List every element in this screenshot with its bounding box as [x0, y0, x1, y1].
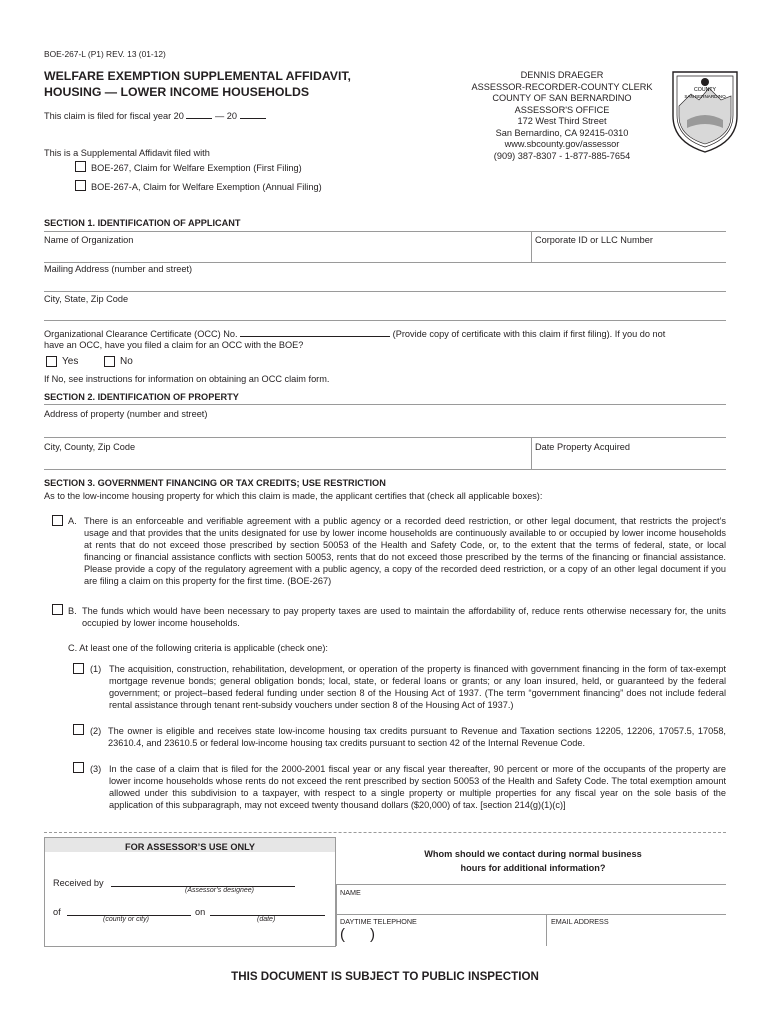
criteria-b-text: The funds which would have been necessary to pay property taxes are used to maintain the affordability of, reduce rents otherwise necessary for, the units occupied by lower income households.	[82, 606, 726, 629]
received-by-label: Received by	[53, 878, 104, 888]
criteria-a-checkbox[interactable]	[52, 515, 63, 526]
county-city-caption: (county or city)	[103, 916, 149, 923]
criteria-b-label: B.	[68, 606, 77, 616]
contact-question: Whom should we contact during normal business hours for additional information?	[424, 849, 642, 873]
email-address-label: EMAIL ADDRESS	[551, 917, 609, 926]
section2-heading: SECTION 2. IDENTIFICATION OF PROPERTY	[44, 392, 239, 402]
criteria-b-checkbox[interactable]	[52, 604, 63, 615]
seal-text-bottom: SAN BERNARDINO	[684, 94, 726, 99]
city-state-zip-field[interactable]	[44, 305, 726, 320]
date-acquired-label: Date Property Acquired	[535, 442, 630, 452]
mailing-address-label: Mailing Address (number and street)	[44, 264, 193, 274]
criteria-c3-label: (3)	[90, 764, 102, 774]
corporate-id-label: Corporate ID or LLC Number	[535, 235, 653, 245]
fiscal-year-line: This claim is filed for fiscal year 20 — 20	[44, 109, 266, 122]
occ-no-label: No	[120, 356, 133, 367]
on-label: on	[195, 907, 206, 917]
form-title-line2: HOUSING — LOWER INCOME HOUSEHOLDS	[44, 85, 310, 99]
property-city-label: City, County, Zip Code	[44, 442, 136, 452]
daytime-telephone-label: DAYTIME TELEPHONE	[340, 917, 417, 926]
criteria-c2-text: The owner is eligible and receives state low-income housing tax credits pursuant to Revenue and Taxation sections 12205, 12206, 17057.5, 17058, 23610.4, and 23610.5 or federal low-income housing tax credits pursuant to section 42 of the Internal Revenue Code.	[108, 726, 726, 749]
occ-number-field[interactable]	[240, 327, 390, 337]
occ-yes-label: Yes	[62, 356, 79, 367]
criteria-c1-checkbox[interactable]	[73, 663, 84, 674]
occ-no-checkbox[interactable]	[104, 356, 115, 367]
mailing-address-field[interactable]	[44, 275, 726, 291]
boe-267a-label: BOE-267-A, Claim for Welfare Exemption (Annual Filing)	[91, 182, 322, 192]
occ-line: Organizational Clearance Certificate (OCC) No. (Provide copy of certificate with this claim if first filing). If you do not	[44, 329, 666, 339]
criteria-c3-checkbox[interactable]	[73, 762, 84, 773]
boe-267-checkbox[interactable]	[75, 161, 86, 172]
criteria-a-text: There is an enforceable and verifiable agreement with a public agency or a recorded deed restriction, or other legal document, that restricts the project’s usage and that provides that the units designated for use by lower income households are continuously available to or occupied by lower income households at rents that do not exceed those prescribed by section 50053 of the Health and Safety Code, or, to the extent that the terms of federal, state, or local financing or financial assistance conflicts with section 50053, rents that do not exceed those prescribed by the terms of the financing or financial assistance. Please provide a copy of the regulatory agreement with a public agency, a copy of the recorded deed restriction, or a copy of an other legal document if you are filing a claim on this property for the first time. (BOE-267)	[84, 516, 726, 587]
telephone-field[interactable]: ( )	[340, 926, 375, 943]
occ-yes-checkbox[interactable]	[46, 356, 57, 367]
assessor-office-block: DENNIS DRAEGER ASSESSOR-RECORDER-COUNTY CLERK COUNTY OF SAN BERNARDINO ASSESSOR'S OFFICE 172 West Third Street San Bernardino, CA 92415-0310 www.sbcounty.gov/assessor (909) 387-8307 - 1-877-885-7654	[471, 70, 653, 161]
county-seal-icon	[665, 66, 745, 154]
organization-name-label: Name of Organization	[44, 235, 134, 245]
criteria-a-label: A.	[68, 516, 77, 526]
contact-name-label: NAME	[340, 888, 361, 897]
section3-heading: SECTION 3. GOVERNMENT FINANCING OR TAX CREDITS; USE RESTRICTION	[44, 478, 386, 488]
city-state-zip-label: City, State, Zip Code	[44, 294, 129, 304]
supplemental-intro: This is a Supplemental Affidavit filed with	[44, 148, 210, 158]
assessor-use-box	[44, 837, 336, 947]
criteria-c1-text: The acquisition, construction, rehabilitation, development, or operation of the property is financed with government financing in the form of tax-exempt mortgage revenue bonds; general obligation bonds; local, state, or federal loans or grants; or any loan insured, held, or guaranteed by the federal government; or project–based federal funding under section 8 of the Housing Act of 1937. (The term “government financing” does not include federal rental assistance through tenant rent-subsidy vouchers under section 8 of the Housing Act of 1937.)	[109, 664, 726, 711]
property-address-field[interactable]	[44, 420, 726, 436]
fiscal-year-start-field[interactable]	[186, 109, 212, 119]
criteria-c1-label: (1)	[90, 664, 102, 674]
of-label: of	[53, 907, 61, 917]
section3-intro: As to the low-income housing property for which this claim is made, the applicant certifies that (check all applicable boxes):	[44, 491, 543, 501]
property-address-label: Address of property (number and street)	[44, 409, 208, 419]
organization-name-field[interactable]	[44, 246, 528, 262]
email-address-field[interactable]	[551, 927, 724, 944]
boe-267-label: BOE-267, Claim for Welfare Exemption (First Filing)	[91, 163, 302, 173]
occ-instructions: If No, see instructions for information on obtaining an OCC claim form.	[44, 374, 330, 384]
date-acquired-field[interactable]	[535, 453, 723, 468]
form-id: BOE-267-L (P1) REV. 13 (01-12)	[44, 49, 166, 59]
public-inspection-notice: THIS DOCUMENT IS SUBJECT TO PUBLIC INSPECTION	[231, 970, 539, 983]
corporate-id-field[interactable]	[535, 246, 723, 262]
boe-267a-checkbox[interactable]	[75, 180, 86, 191]
criteria-c2-checkbox[interactable]	[73, 724, 84, 735]
form-title-line1: WELFARE EXEMPTION SUPPLEMENTAL AFFIDAVIT,	[44, 69, 351, 83]
date-caption: (date)	[257, 916, 276, 923]
seal-text-top: COUNTY	[694, 87, 716, 93]
property-city-field[interactable]	[44, 453, 528, 468]
criteria-c-text: C. At least one of the following criteria is applicable (check one):	[68, 643, 328, 653]
criteria-c2-label: (2)	[90, 726, 102, 736]
section1-heading: SECTION 1. IDENTIFICATION OF APPLICANT	[44, 218, 241, 228]
fiscal-year-end-field[interactable]	[240, 109, 266, 119]
designee-caption: (Assessor’s designee)	[185, 887, 254, 894]
assessor-use-heading: FOR ASSESSOR’S USE ONLY	[124, 842, 255, 852]
criteria-c3-text: In the case of a claim that is filed for the 2000-2001 fiscal year or any fiscal year thereafter, 90 percent or more of the occupants of the property are lower income households whose rents do not exceed the rent prescribed by section 50053 of the Health and Safety Code. The total exemption amount allowed under this subdivision to a taxpayer, with respect to a single property or multiple properties for any fiscal year on the sole basis of the application of this subparagraph, may not exceed twenty thousand dollars ($20,000) of tax. [section 214(g)(1)(c)]	[109, 764, 726, 811]
contact-name-field[interactable]	[340, 897, 724, 913]
occ-question: have an OCC, have you filed a claim for an OCC with the BOE?	[44, 340, 304, 350]
